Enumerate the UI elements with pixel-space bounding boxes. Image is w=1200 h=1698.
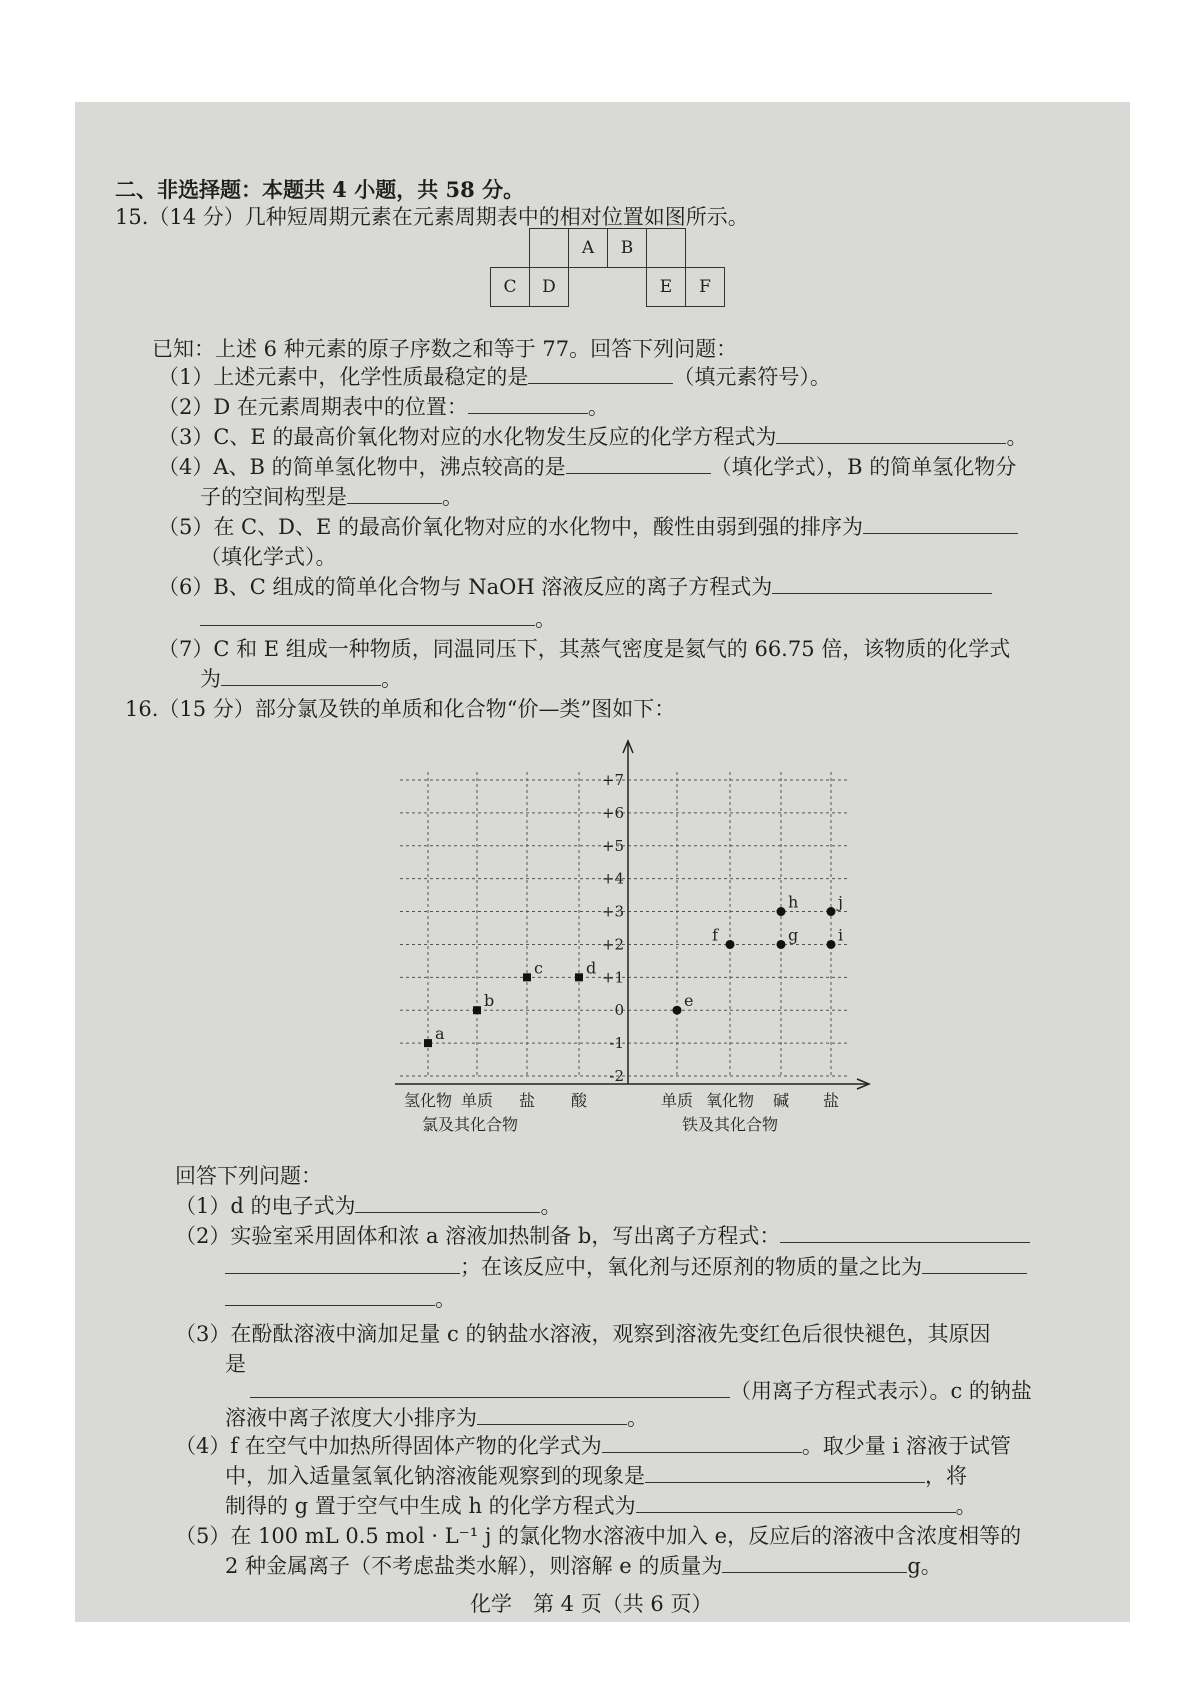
y-tick-label: +5 <box>601 836 624 855</box>
q15-heading: 15.（14 分）几种短周期元素在元素周期表中的相对位置如图所示。 <box>115 205 749 229</box>
data-label-f: f <box>712 925 718 945</box>
answer-blank[interactable] <box>566 453 711 474</box>
data-point-i <box>827 940 836 949</box>
q16-part2-cont2: 。 <box>225 1285 456 1313</box>
q15-known: 已知：上述 6 种元素的原子序数之和等于 77。回答下列问题： <box>152 337 738 361</box>
y-tick-label: +7 <box>601 771 624 789</box>
x-category-label: 单质 <box>460 1091 494 1110</box>
answer-blank[interactable] <box>863 513 1018 534</box>
data-point-f <box>726 940 735 949</box>
cell-E: E <box>647 268 686 307</box>
section-title: 二、非选择题：本题共 4 小题，共 58 分。 <box>115 177 525 202</box>
data-label-d: d <box>586 958 597 978</box>
data-label-j: j <box>838 892 843 912</box>
data-label-e: e <box>684 991 694 1011</box>
answer-blank[interactable] <box>347 483 442 504</box>
q16-part4-cont: 中，加入适量氢氧化钠溶液能观察到的现象是 ，将 <box>225 1464 967 1488</box>
answer-blank[interactable] <box>225 1253 460 1274</box>
data-point-c <box>523 973 531 981</box>
answer-blank[interactable] <box>468 393 588 414</box>
y-tick-label: -1 <box>609 1034 624 1053</box>
data-point-j <box>827 907 836 916</box>
answer-blank[interactable] <box>250 1377 730 1398</box>
y-tick-label: +6 <box>601 803 624 822</box>
answer-blank[interactable] <box>776 423 1006 444</box>
q15-part1: （1）上述元素中，化学性质最稳定的是 （填元素符号）。 <box>158 365 831 389</box>
answer-blank[interactable] <box>477 1404 627 1425</box>
y-tick-label: +3 <box>601 902 624 921</box>
periodic-table-fragment <box>490 228 725 307</box>
valence-class-chart <box>385 735 865 1160</box>
y-tick-label: +4 <box>601 869 624 888</box>
q15-part6: （6）B、C 组成的简单化合物与 NaOH 溶液反应的离子方程式为 <box>158 573 992 601</box>
data-label-c: c <box>534 958 543 978</box>
x-category-label: 氢化物 <box>403 1091 453 1110</box>
q16-part3-cont2: （用离子方程式表示）。c 的钠盐 <box>250 1377 1032 1405</box>
data-label-i: i <box>838 925 844 945</box>
answer-blank[interactable] <box>645 1462 925 1483</box>
answer-blank[interactable] <box>602 1432 802 1453</box>
x-category-label: 碱 <box>772 1091 790 1110</box>
data-label-g: g <box>788 925 799 945</box>
y-tick-label: +1 <box>601 968 624 987</box>
q16-part3-cont3: 溶液中离子浓度大小排序为 。 <box>225 1406 648 1430</box>
q15-part3: （3）C、E 的最高价氧化物对应的水化物发生反应的化学方程式为 。 <box>158 425 1028 449</box>
q16-part5-cont: 2 种金属离子（不考虑盐类水解），则溶解 e 的质量为 g。 <box>225 1554 942 1578</box>
answer-blank[interactable] <box>772 573 992 594</box>
data-label-h: h <box>788 892 799 912</box>
page-footer: 化学 第 4 页（共 6 页） <box>470 1592 713 1616</box>
q15-part4: （4）A、B 的简单氢化物中，沸点较高的是 （填化学式），B 的简单氢化物分 <box>158 455 1017 479</box>
q16-part4-cont2: 制得的 g 置于空气中生成 h 的化学方程式为 。 <box>225 1494 977 1518</box>
data-point-h <box>777 907 786 916</box>
answer-blank[interactable] <box>922 1253 1027 1274</box>
q15-part4-cont: 子的空间构型是 。 <box>200 485 463 509</box>
data-label-a: a <box>435 1024 445 1044</box>
q16-part1: （1）d 的电子式为 。 <box>175 1194 562 1218</box>
answer-blank[interactable] <box>528 363 673 384</box>
x-category-label: 盐 <box>822 1091 840 1110</box>
q16-part3: （3）在酚酞溶液中滴加足量 c 的钠盐水溶液，观察到溶液先变红色后很快褪色，其原因 <box>175 1322 991 1346</box>
q15-part5-cont: （填化学式）。 <box>200 545 337 569</box>
cell-blank <box>647 229 686 268</box>
cell-B: B <box>608 229 647 268</box>
cell-blank <box>530 229 569 268</box>
answer-blank[interactable] <box>722 1552 907 1573</box>
data-label-b: b <box>484 991 495 1011</box>
group-label: 氯及其化合物 <box>421 1115 519 1134</box>
q16-part2: （2）实验室采用固体和浓 a 溶液加热制备 b，写出离子方程式： <box>175 1222 1030 1250</box>
cell-C: C <box>491 268 530 307</box>
answer-blank[interactable] <box>225 1285 435 1306</box>
data-point-e <box>673 1006 682 1015</box>
cell-D: D <box>530 268 569 307</box>
data-point-d <box>575 973 583 981</box>
q16-heading: 16.（15 分）部分氯及铁的单质和化合物“价—类”图如下： <box>125 697 676 721</box>
x-category-label: 酸 <box>570 1091 588 1110</box>
x-category-label: 盐 <box>518 1091 536 1110</box>
data-point-b <box>473 1006 481 1014</box>
q15-part2: （2）D 在元素周期表中的位置： 。 <box>158 395 609 419</box>
q15-part6-cont: 。 <box>200 605 556 633</box>
y-tick-label: -2 <box>609 1067 624 1085</box>
answer-blank[interactable] <box>355 1192 540 1213</box>
answer-blank[interactable] <box>636 1492 956 1513</box>
q16-part5: （5）在 100 mL 0.5 mol · L⁻¹ j 的氯化物水溶液中加入 e，反应后的溶液中含浓度相等的 <box>175 1524 1022 1548</box>
answer-blank[interactable] <box>200 605 535 626</box>
q15-part7: （7）C 和 E 组成一种物质，同温同压下，其蒸气密度是氦气的 66.75 倍，该物质的化学式 <box>158 637 1011 661</box>
cell-F: F <box>686 268 725 307</box>
x-category-label: 单质 <box>660 1091 694 1110</box>
q16-part4: （4）f 在空气中加热所得固体产物的化学式为 。取少量 i 溶液于试管 <box>175 1434 1011 1458</box>
group-label: 铁及其化合物 <box>681 1115 779 1134</box>
y-tick-label: +2 <box>601 935 624 954</box>
answer-blank[interactable] <box>221 665 381 686</box>
x-category-label: 氧化物 <box>705 1091 755 1110</box>
q16-part2-cont: ；在该反应中，氧化剂与还原剂的物质的量之比为 <box>225 1253 1027 1281</box>
data-point-a <box>424 1039 432 1047</box>
y-tick-label: 0 <box>614 1001 624 1020</box>
q16-part3-cont: 是 <box>225 1352 246 1376</box>
data-point-g <box>777 940 786 949</box>
q15-part7-cont: 为 。 <box>200 667 402 691</box>
q15-part5: （5）在 C、D、E 的最高价氧化物对应的水化物中，酸性由弱到强的排序为 <box>158 513 1018 541</box>
cell-A: A <box>569 229 608 268</box>
answer-blank[interactable] <box>780 1222 1030 1243</box>
q16-ask: 回答下列问题： <box>175 1164 322 1188</box>
